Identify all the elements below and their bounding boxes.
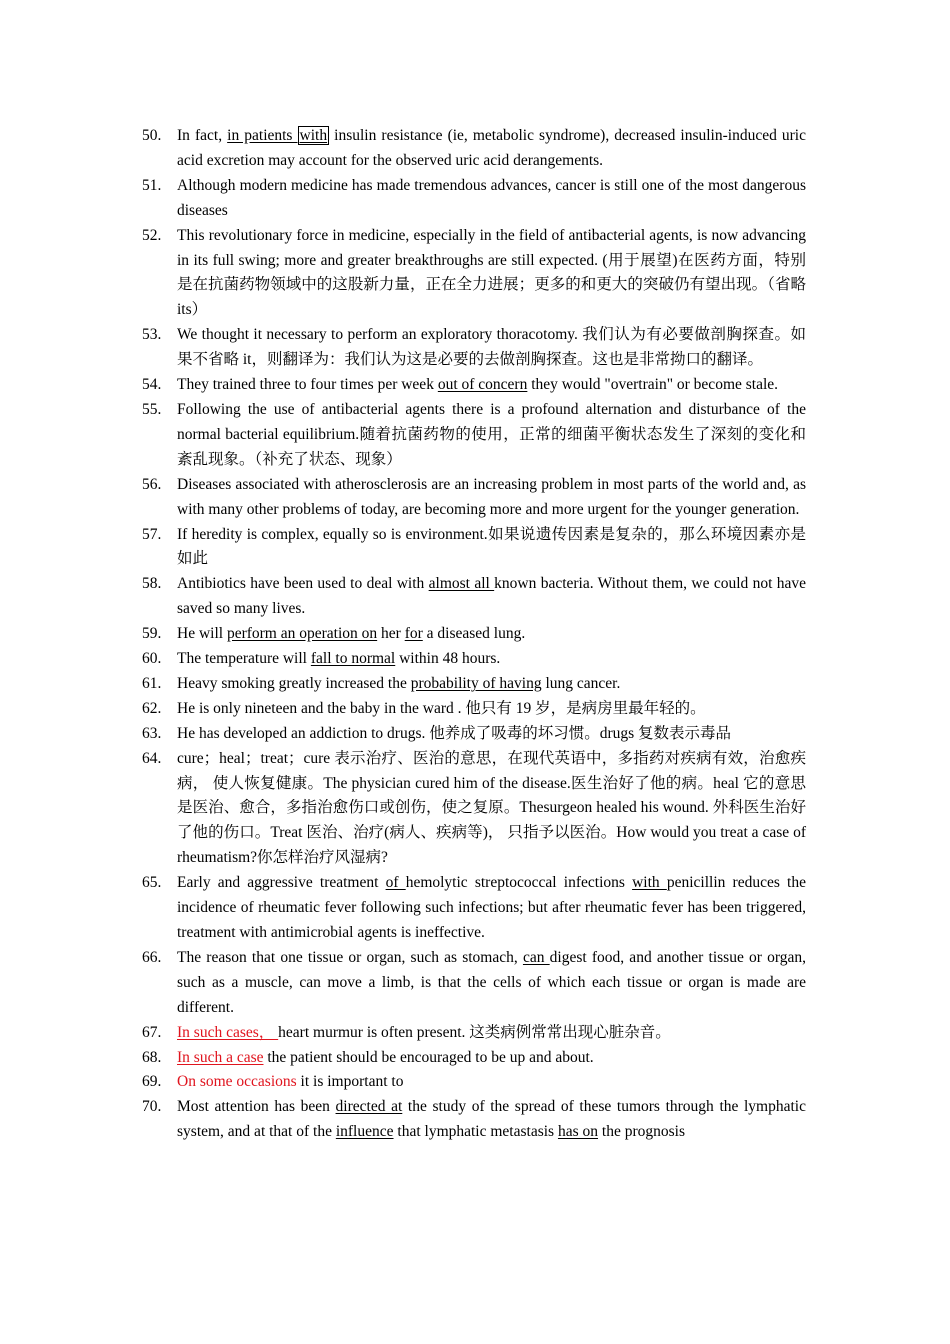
item-text — [177, 177, 806, 219]
list-item — [142, 473, 806, 523]
highlighted-phrase: In such cases， — [177, 1023, 279, 1041]
list-item — [142, 1095, 806, 1145]
item-text — [177, 725, 731, 742]
item-number: 51. — [142, 176, 162, 194]
text-segment: penicillin reduces the incidence of rheumatic fever following such infections; but after rheumatic fever has been triggered, treatment with antimicrobial agents is ineffective. — [177, 874, 806, 941]
item-number: 56. — [142, 475, 162, 493]
list-item — [142, 1021, 806, 1046]
highlighted-phrase: On some occasions — [177, 1073, 297, 1091]
item-text — [177, 526, 806, 568]
item-number: 55. — [142, 400, 162, 418]
item-number: 54. — [142, 376, 162, 394]
text-segment: Heavy smoking greatly increased the — [177, 674, 411, 692]
text-segment: Following the use of antibacterial agents there is a profound alternation and disturbance of the normal bacterial equilibrium.随着抗菌药物的使用，正常的细菌平衡状态发生了深刻的变化和紊乱现象。（补充了状态、现象） — [177, 400, 806, 468]
list-item — [142, 722, 806, 747]
item-text — [177, 874, 806, 941]
item-text — [177, 700, 706, 717]
list-item — [142, 697, 806, 722]
item-text — [177, 575, 806, 617]
text-segment: The temperature will — [177, 650, 311, 668]
list-item — [142, 572, 806, 622]
text-segment: Most attention has been — [177, 1098, 336, 1116]
text-segment: lung cancer. — [541, 674, 621, 692]
text-segment: He has developed an addiction to drugs. 他养成了吸毒的坏习惯。drugs 复数表示毒品 — [177, 724, 732, 742]
text-segment: This revolutionary force in medicine, especially in the field of antibacterial agents, is now advancing in its full swing; more and greater breakthroughs are still expected. (用于展望)在医药方面，特别是在抗菌药物领域中的这股新力量，正在全力进展；更多的和更大的突破仍有望出现。（省略 its） — [177, 226, 806, 319]
item-text — [177, 750, 806, 867]
item-text — [177, 625, 525, 642]
text-segment: the patient should be encouraged to be up and about. — [263, 1048, 594, 1066]
text-segment: a diseased lung. — [422, 625, 526, 643]
underlined-phrase: out of concern — [437, 376, 528, 394]
item-number: 50. — [142, 127, 162, 144]
item-text — [177, 675, 620, 692]
list-item — [142, 747, 806, 872]
list-item — [142, 373, 806, 398]
text-segment: hemolytic streptococcal infections — [405, 874, 633, 892]
item-number: 53. — [142, 326, 162, 344]
underlined-phrase: of — [385, 874, 406, 892]
list-item — [142, 622, 806, 647]
text-segment: In fact, — [177, 127, 228, 144]
text-segment: her — [377, 625, 405, 643]
underlined-phrase: probability of having — [410, 674, 542, 692]
underlined-phrase: can — [522, 948, 550, 966]
underlined-phrase: with — [632, 874, 667, 892]
text-segment: Early and aggressive treatment — [177, 874, 386, 892]
item-number: 61. — [142, 674, 162, 692]
text-segment: If heredity is complex, equally so is environment.如果说遗传因素是复杂的，那么环境因素亦是如此 — [177, 525, 806, 568]
list-item — [142, 523, 806, 573]
item-number: 64. — [142, 749, 162, 767]
text-segment: cure；heal；treat；cure 表示治疗、医治的意思，在现代英语中，多指药对疾病有效，治愈疾病， 使人恢复健康。The physician cured him of the disease.医生治好了他的病。heal 它的意思是医治、愈合，多指治愈伤口或创伤，使之复原。Thesurgeon healed his wound. 外科医生治好了他的伤口。Treat 医治、治疗(病人、疾病等)， 只指予以医治。How would you treat a case of rheumatism?你怎样治疗风湿病? — [177, 749, 806, 867]
list-item — [142, 1046, 806, 1071]
item-number: 69. — [142, 1073, 162, 1091]
item-number: 68. — [142, 1048, 162, 1066]
item-text — [177, 227, 806, 319]
text-segment: digest food, and another tissue or organ, such as a muscle, can move a limb, is that the cells of which each tissue or organ is made are different. — [177, 948, 806, 1016]
item-text — [177, 326, 806, 368]
list-item — [142, 871, 806, 946]
item-text — [177, 401, 806, 468]
numbered-sentence-list — [142, 124, 806, 1145]
item-number: 59. — [142, 625, 162, 643]
text-segment: that lymphatic metastasis — [393, 1123, 558, 1141]
text-segment: the prognosis — [598, 1123, 685, 1141]
item-number: 70. — [142, 1098, 162, 1116]
list-item — [142, 398, 806, 473]
item-text — [177, 376, 778, 393]
item-number: 60. — [142, 650, 162, 668]
underlined-phrase: in patients — [227, 127, 298, 144]
text-segment: it is important to — [296, 1073, 404, 1091]
item-text — [177, 126, 806, 169]
list-item — [142, 672, 806, 697]
underlined-phrase: fall to normal — [310, 650, 396, 668]
item-number: 67. — [142, 1023, 162, 1041]
item-number: 65. — [142, 874, 162, 892]
list-item — [142, 1070, 806, 1095]
item-text — [177, 1073, 403, 1090]
text-segment: Although modern medicine has made tremendous advances, cancer is still one of the most dangerous diseases — [177, 176, 806, 219]
item-text — [177, 1098, 806, 1140]
list-item — [142, 174, 806, 224]
text-segment: insulin resistance (ie, metabolic syndrome), decreased insulin-induced uric acid excretion may account for the observed uric acid derangements. — [177, 127, 806, 169]
underlined-phrase: with — [299, 127, 328, 144]
text-segment: Diseases associated with atherosclerosis are an increasing problem in most parts of the world and, as with many other problems of today, are becoming more and more urgent for the younger generation. — [177, 475, 806, 518]
text-segment: We thought it necessary to perform an exploratory thoracotomy. 我们认为有必要做剖胸探查。如果不省略 it，则翻译为：我们认为这是必要的去做剖胸探查。这也是非常拗口的翻译。 — [177, 326, 806, 369]
underlined-phrase: perform an operation on — [226, 625, 378, 643]
item-number: 58. — [142, 575, 162, 593]
text-segment: He is only nineteen and the baby in the ward . 他只有 19 岁，是病房里最年轻的。 — [177, 699, 706, 717]
text-segment: known bacteria. Without them, we could not have saved so many lives. — [177, 575, 807, 618]
text-segment: within 48 hours. — [395, 650, 501, 668]
item-text — [177, 1049, 594, 1066]
item-number: 63. — [142, 724, 162, 742]
item-text — [177, 476, 806, 518]
text-segment: Antibiotics have been used to deal with — [177, 575, 429, 593]
text-segment: They trained three to four times per week — [177, 376, 438, 394]
list-item — [142, 647, 806, 672]
item-number: 66. — [142, 948, 162, 966]
item-number: 62. — [142, 699, 162, 717]
underlined-phrase: for — [404, 625, 423, 643]
list-item — [142, 946, 806, 1021]
text-segment: The reason that one tissue or organ, such as stomach, — [177, 948, 523, 966]
item-number: 57. — [142, 525, 162, 543]
underlined-phrase: influence — [335, 1123, 394, 1141]
list-item — [142, 124, 806, 174]
underlined-phrase: directed at — [335, 1098, 403, 1116]
item-text — [177, 650, 500, 667]
underlined-phrase: has on — [557, 1123, 599, 1141]
text-segment: the study of the spread of these tumors through the lymphatic system, and at that of the — [177, 1098, 806, 1141]
list-item — [142, 224, 806, 324]
highlighted-phrase: In such a case — [177, 1048, 264, 1066]
text-segment: they would "overtrain" or become stale. — [527, 376, 779, 394]
underlined-phrase: almost all — [428, 575, 495, 593]
item-text — [177, 949, 806, 1016]
text-segment: He will — [177, 625, 227, 643]
text-segment: heart murmur is often present. 这类病例常常出现心脏杂音。 — [278, 1023, 671, 1041]
item-number: 52. — [142, 226, 162, 244]
item-text — [177, 1024, 671, 1041]
list-item — [142, 323, 806, 373]
